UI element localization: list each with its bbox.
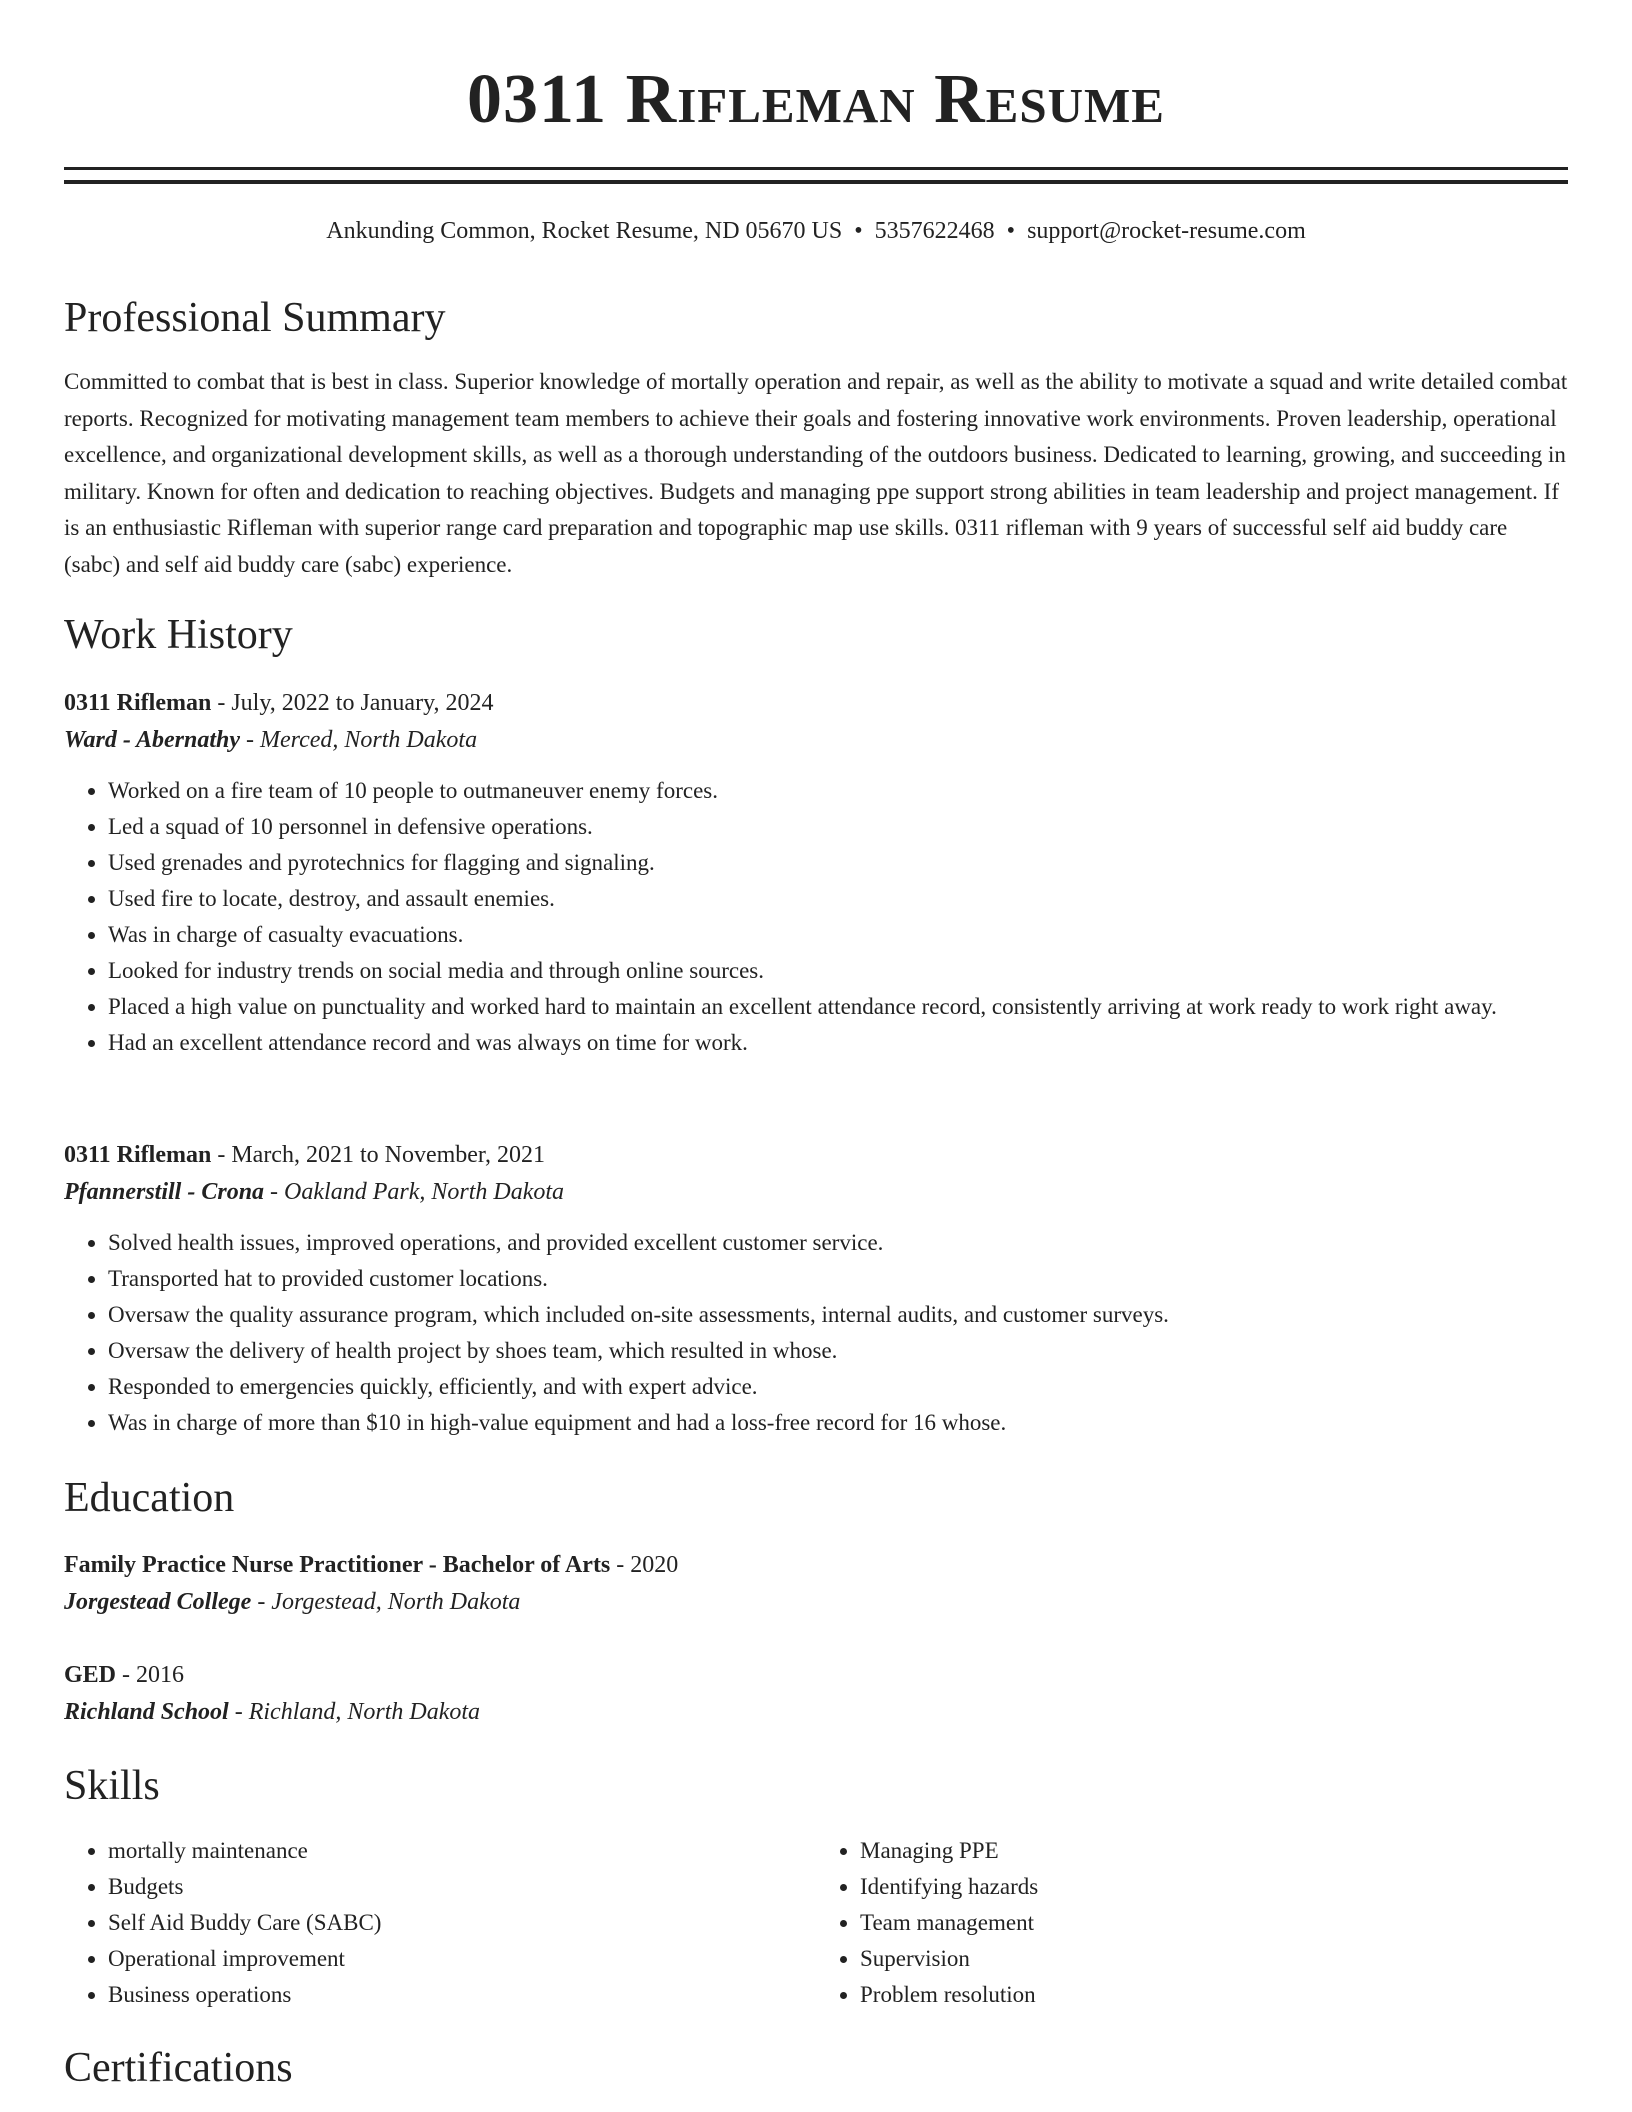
education-location: - Richland, North Dakota bbox=[228, 1699, 481, 1725]
section-heading-work-history: Work History bbox=[64, 612, 293, 658]
skill-item: • Supervision bbox=[860, 1941, 1568, 1977]
job-entry bbox=[64, 1137, 1568, 1441]
skill-item: • Managing PPE bbox=[860, 1833, 1568, 1869]
section-heading-skills: Skills bbox=[64, 1763, 160, 1809]
education-year: - 2016 bbox=[116, 1662, 185, 1688]
list-item: • Used grenades and pyrotechnics for flagging and signaling. bbox=[108, 845, 1568, 881]
list-item: • Oversaw the delivery of health project by shoes team, which resulted in whose. bbox=[108, 1333, 1568, 1369]
job-role: 0311 Rifleman bbox=[64, 690, 212, 716]
education-entry bbox=[64, 1657, 1568, 1731]
skill-item: • Identifying hazards bbox=[860, 1869, 1568, 1905]
list-item: • Was in charge of more than $10 in high-value equipment and had a loss-free record for 16 whose. bbox=[108, 1405, 1568, 1441]
skill-item: • Budgets bbox=[108, 1869, 816, 1905]
job-location: - Oakland Park, North Dakota bbox=[264, 1179, 565, 1205]
job-employer-line bbox=[64, 1173, 1568, 1211]
skill-item: • Problem resolution bbox=[860, 1977, 1568, 2013]
education-school-line bbox=[64, 1583, 1568, 1621]
job-entry bbox=[64, 685, 1568, 1061]
skill-item: • mortally maintenance bbox=[108, 1833, 816, 1869]
resume-title: 0311 Rifleman Resume bbox=[467, 61, 1165, 138]
education-degree: Family Practice Nurse Practitioner - Bachelor of Arts bbox=[64, 1552, 611, 1578]
list-item: • Used fire to locate, destroy, and assault enemies. bbox=[108, 881, 1568, 917]
contact-phone: 5357622468 bbox=[874, 218, 995, 244]
skill-item: • Business operations bbox=[108, 1977, 816, 2013]
education-school-line bbox=[64, 1693, 1568, 1731]
list-item: • Transported hat to provided customer locations. bbox=[108, 1261, 1568, 1297]
list-item: • Led a squad of 10 personnel in defensive operations. bbox=[108, 809, 1568, 845]
section-heading-summary: Professional Summary bbox=[64, 295, 446, 341]
summary-text: Committed to combat that is best in class. Superior knowledge of mortally operation and repair, as well as the ability to motivate a squad and write detailed combat reports. Recognized for motivating management team members to achieve their goals and fostering innovative work environments. Proven leadership, operational excellence, and organizational development skills, as well as a thorough understanding of the outdoors business. Dedicated to learning, growing, and succeeding in military. Known for often and dedication to reaching objectives. Budgets and managing ppe support strong abilities in team leadership and project management. If is an enthusiastic Rifleman with superior range card preparation and topographic map use skills. 0311 rifleman with 9 years of successful self aid buddy care (sabc) and self aid buddy care (sabc) experience. bbox=[64, 369, 1568, 577]
education-degree: GED bbox=[64, 1662, 117, 1688]
skill-item: • Self Aid Buddy Care (SABC) bbox=[108, 1905, 816, 1941]
list-item: • Worked on a fire team of 10 people to outmaneuver enemy forces. bbox=[108, 773, 1568, 809]
education-degree-line bbox=[64, 1657, 1568, 1693]
skills-list-left bbox=[64, 1833, 816, 2013]
job-header bbox=[64, 685, 1568, 721]
skill-item: • Operational improvement bbox=[108, 1941, 816, 1977]
job-employer: Pfannerstill - Crona bbox=[64, 1179, 265, 1205]
contact-address: Ankunding Common, Rocket Resume, ND 05670 US bbox=[326, 218, 843, 244]
job-bullets bbox=[64, 773, 1568, 1061]
job-employer-line bbox=[64, 721, 1568, 759]
job-dates: - March, 2021 to November, 2021 bbox=[211, 1142, 545, 1168]
job-location: - Merced, North Dakota bbox=[240, 727, 478, 753]
job-header bbox=[64, 1137, 1568, 1173]
job-bullets bbox=[64, 1225, 1568, 1441]
list-item: • Solved health issues, improved operations, and provided excellent customer service. bbox=[108, 1225, 1568, 1261]
contact-email: support@rocket-resume.com bbox=[1027, 218, 1306, 244]
job-role: 0311 Rifleman bbox=[64, 1142, 212, 1168]
list-item: • Oversaw the quality assurance program, which included on-site assessments, internal audits, and customer surveys. bbox=[108, 1297, 1568, 1333]
education-school: Jorgestead College bbox=[64, 1589, 252, 1615]
list-item: • Placed a high value on punctuality and worked hard to maintain an excellent attendance record, consistently arriving at work ready to work right away. bbox=[108, 989, 1568, 1025]
title-double-rule bbox=[64, 167, 1568, 184]
list-item: • Was in charge of casualty evacuations. bbox=[108, 917, 1568, 953]
education-location: - Jorgestead, North Dakota bbox=[251, 1589, 521, 1615]
contact-line bbox=[64, 215, 1568, 247]
list-item: • Looked for industry trends on social media and through online sources. bbox=[108, 953, 1568, 989]
skills-columns bbox=[64, 1833, 1568, 2013]
list-item: • Responded to emergencies quickly, efficiently, and with expert advice. bbox=[108, 1369, 1568, 1405]
job-dates: - July, 2022 to January, 2024 bbox=[211, 690, 494, 716]
contact-separator: • bbox=[1006, 218, 1016, 244]
education-school: Richland School bbox=[64, 1699, 229, 1725]
education-degree-line bbox=[64, 1547, 1568, 1583]
education-entry bbox=[64, 1547, 1568, 1621]
job-employer: Ward - Abernathy bbox=[64, 727, 241, 753]
contact-separator: • bbox=[854, 218, 863, 244]
section-heading-certifications: Certifications bbox=[64, 2045, 293, 2091]
resume-page bbox=[64, 0, 1568, 2091]
list-item: • Had an excellent attendance record and was always on time for work. bbox=[108, 1025, 1568, 1061]
skills-list-right bbox=[816, 1833, 1568, 2013]
skill-item: • Team management bbox=[860, 1905, 1568, 1941]
section-heading-education: Education bbox=[64, 1475, 235, 1521]
education-year: - 2020 bbox=[610, 1552, 679, 1578]
